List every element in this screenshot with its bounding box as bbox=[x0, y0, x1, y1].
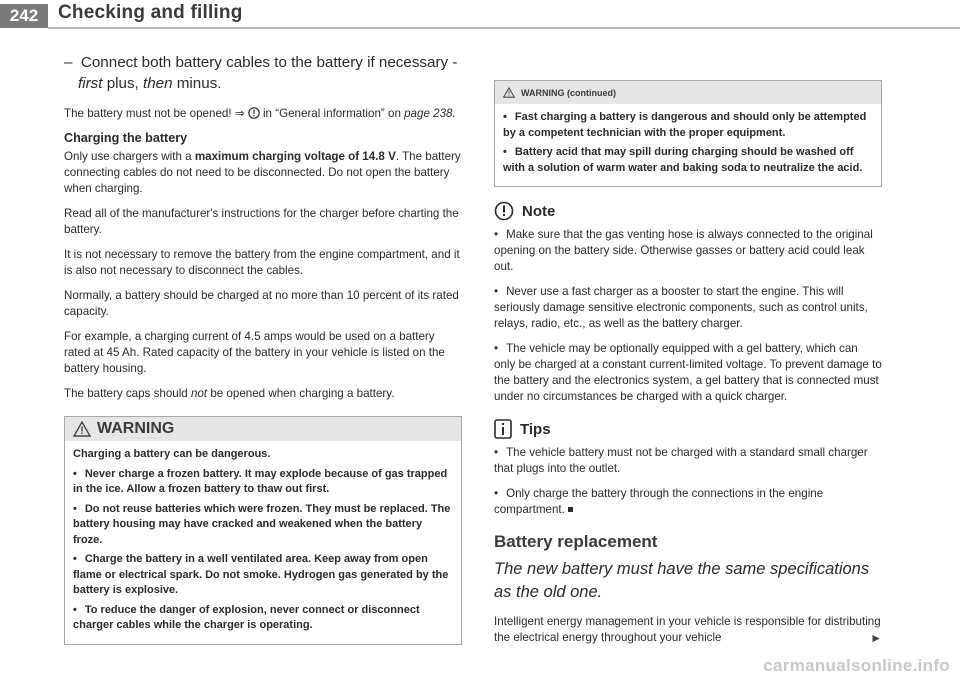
info-icon bbox=[494, 419, 512, 439]
warning-lead: Charging a battery can be dangerous. bbox=[73, 448, 271, 460]
charging-p1: Only use chargers with a maximum charging voltage of 14.8 V. The battery connecting cables do not need to be disconnected. Do not open the battery when charging. bbox=[64, 150, 461, 195]
warning-header: WARNING bbox=[65, 417, 461, 441]
tips-heading: Tips bbox=[494, 419, 882, 439]
warning-box bbox=[64, 416, 462, 645]
charging-p6: The battery caps should not be opened when charging a battery. bbox=[64, 387, 395, 400]
charging-p5: For example, a charging current of 4.5 amps would be used on a battery rated at 45 Ah. Rated capacity of the battery in your vehicle is listed on the battery housing. bbox=[64, 330, 445, 375]
replacement-subtitle: The new battery must have the same specifications as the old one. bbox=[494, 560, 870, 601]
header-rule bbox=[48, 27, 960, 29]
charging-heading: Charging the battery bbox=[64, 131, 188, 145]
connect-cables-step: – Connect both battery cables to the battery if necessary - first plus, then minus. bbox=[64, 54, 458, 92]
note-item: • The vehicle may be optionally equipped with a gel battery, which can only be charged at a constant current-limited voltage. To prevent damage to the battery and the electronics system, a gel battery that is connected must under no circumstances be charged with a quick charger. bbox=[494, 341, 882, 405]
replacement-p1: Intelligent energy management in your vehicle is responsible for distributing the electrical energy throughout your vehicle ► bbox=[494, 615, 882, 645]
warning-triangle-icon bbox=[503, 87, 515, 98]
page-number: 242 bbox=[0, 4, 48, 28]
left-column bbox=[64, 52, 462, 645]
continue-arrow-icon: ► bbox=[870, 631, 882, 645]
replacement-heading: Battery replacement bbox=[494, 532, 658, 551]
charging-p3: It is not necessary to remove the battery from the engine compartment, and it is also not necessary to disconnect the cables. bbox=[64, 248, 460, 277]
note-item: • Make sure that the gas venting hose is always connected to the original opening on the battery side. Otherwise gasses or battery acid could leak out. bbox=[494, 227, 882, 275]
warning-continued-box bbox=[494, 80, 882, 187]
note-heading: Note bbox=[494, 201, 882, 221]
tips-item: • Only charge the battery through the connections in the engine compartment. bbox=[494, 486, 882, 518]
warning-triangle-icon bbox=[73, 421, 91, 437]
warning-item: • Fast charging a battery is dangerous and should only be attempted by a competent technician with the proper equipment. bbox=[503, 110, 873, 141]
not-opened-note: The battery must not be opened! ⇒ in “General information” on page 238. bbox=[64, 107, 456, 120]
warning-body bbox=[65, 441, 461, 644]
warning-item: • Never charge a frozen battery. It may explode because of gas trapped in the ice. Allow a frozen battery to thaw out first. bbox=[73, 467, 453, 498]
warning-item: • Do not reuse batteries which were frozen. They must be replaced. The battery housing may have cracked and weakened when the battery froze. bbox=[73, 502, 453, 549]
warning-item: • Charge the battery in a well ventilated area. Keep away from open flame or electrical spark. Do not smoke. Hydrogen gas generated by the battery is explosive. bbox=[73, 552, 453, 599]
caution-icon bbox=[494, 201, 514, 221]
warning-item: • To reduce the danger of explosion, never connect or disconnect charger cables while the charger is operating. bbox=[73, 603, 453, 634]
watermark: carmanualsonline.info bbox=[763, 656, 950, 675]
tips-item: • The vehicle battery must not be charged with a standard small charger that plugs into the outlet. bbox=[494, 445, 882, 477]
charging-p2: Read all of the manufacturer's instructions for the charger before charting the battery. bbox=[64, 207, 459, 236]
end-of-section-icon bbox=[568, 507, 573, 512]
charging-p4: Normally, a battery should be charged at no more than 10 percent of its rated capacity. bbox=[64, 289, 459, 318]
note-item: • Never use a fast charger as a booster to start the engine. This will seriously damage sensitive electronic components, such as control units, relays, radio, etc., as well as the battery charger. bbox=[494, 284, 882, 332]
warning-continued-header: WARNING (continued) bbox=[495, 81, 881, 104]
caution-icon bbox=[248, 107, 260, 119]
section-title: Checking and filling bbox=[58, 2, 243, 23]
warning-item: • Battery acid that may spill during charging should be washed off with a solution of warm water and baking soda to neutralize the acid. bbox=[503, 145, 873, 176]
warning-continued-body bbox=[495, 104, 881, 186]
right-column bbox=[494, 52, 882, 655]
